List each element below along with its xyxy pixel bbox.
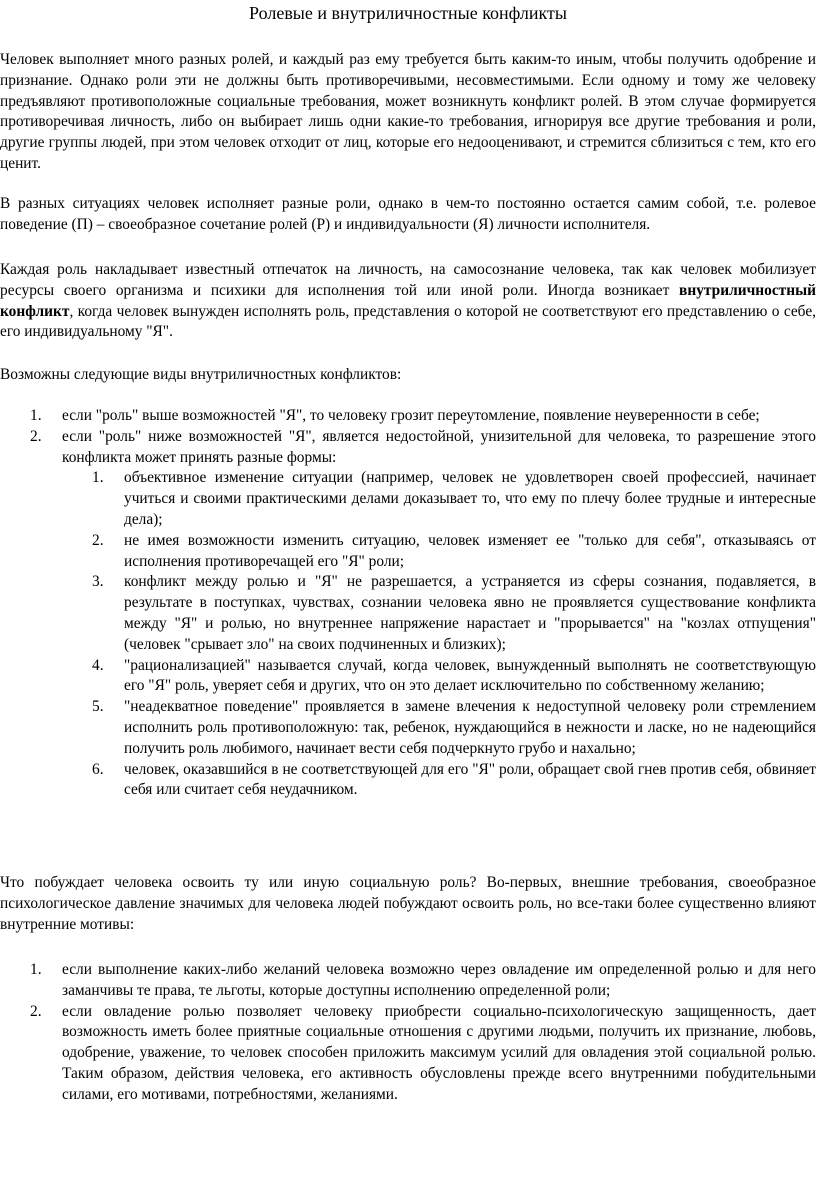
sublist-item xyxy=(0,760,816,802)
bold-term: внутриличностный конфликт xyxy=(0,281,816,320)
list-item-text: если выполнение каких-либо желаний человека возможно через овладение им определенной ролью и для него заманчивы те права, те льготы, которые доступны исполнению определенной роли; xyxy=(62,961,816,999)
paragraph-role-behavior: В разных ситуациях человек исполняет разные роли, однако в чем-то постоянно остается самим собой, т.е. ролевое поведение (П) – своеобразное сочетание ролей (Р) и индивидуальности (Я) личности исполнителя. xyxy=(0,195,816,233)
conflict-types-list xyxy=(0,406,816,801)
list-item xyxy=(0,427,816,801)
sublist-item xyxy=(0,572,816,655)
paragraph-intrapersonal-conflict xyxy=(0,260,816,343)
sublist-item-text: не имея возможности изменить ситуацию, человек изменяет ее "только для себя", отказываясь от исполнения противоречащей его "Я" роли; xyxy=(124,531,816,570)
sublist-item-number: 2. xyxy=(92,531,104,549)
motives-list xyxy=(0,960,816,1106)
list-item xyxy=(0,406,816,427)
paragraph-text-end: , когда человек вынужден исполнять роль, представления о которой не соответствуют его представлению о себе, его индивидуальному "Я". xyxy=(0,302,816,341)
sublist-item xyxy=(0,468,816,530)
sublist-item-number: 4. xyxy=(92,656,104,674)
sublist-item-text: объективное изменение ситуации (например, человек не удовлетворен своей профессией, начинает учиться и своими практическими делами доказывает то, что ему по плечу более трудные и интересные дела); xyxy=(124,469,816,528)
sublist-item xyxy=(0,697,816,759)
list-item-text: если "роль" выше возможностей "Я", то человеку грозит переутомление, появление неуверенности в себе; xyxy=(62,407,760,424)
sublist-item-text: конфликт между ролью и "Я" не разрешается, а устраняется из сферы сознания, подавляется, в результате в поступках, чувствах, сознании человека явно не проявляется существование конфликта между "Я" и ролью, но внутреннее напряжение нарастает и "прорывается" на "козлах отпущения" (человек "срывает зло" на своих подчиненных и близких); xyxy=(124,573,816,653)
sublist-item-number: 6. xyxy=(92,760,104,778)
paragraph-text-start: Каждая роль накладывает известный отпечаток на личность, на самосознание человека, так как человек мобилизует ресурсы своего организма и психики для исполнения той или иной роли. Иногда возникает xyxy=(0,261,816,299)
paragraph-motives-intro: Что побуждает человека освоить ту или иную социальную роль? Во-первых, внешние требования, своеобразное психологическое давление значимых для человека людей побуждают освоить роль, но все-таки более существенно влияют внутренние мотивы: xyxy=(0,874,816,933)
list-item-number: 1. xyxy=(30,407,42,424)
paragraph-conflict-types-intro: Возможны следующие виды внутриличностных конфликтов: xyxy=(0,366,402,383)
sublist-item xyxy=(0,656,816,698)
resolution-forms-list xyxy=(62,468,816,801)
list-item-number: 2. xyxy=(30,427,42,445)
sublist-item-text: "рационализацией" называется случай, когда человек, вынужденный выполнять не соответствующую его "Я" роль, уверяет себя и других, что он это делает исключительно по собственному желанию; xyxy=(124,656,816,695)
list-item xyxy=(0,1002,816,1106)
page-title: Ролевые и внутриличностные конфликты xyxy=(249,3,567,23)
sublist-item-text: "неадекватное поведение" проявляется в замене влечения к недоступной человеку роли стремлением исполнить роль противоположную: так, ребенок, нуждающийся в нежности и ласке, но не надеющийся получить роль любимого, начинает вести себя подчеркнуто грубо и нахально; xyxy=(124,698,816,757)
sublist-item xyxy=(0,531,816,573)
list-item-number: 1. xyxy=(30,961,42,978)
paragraph-role-conflict: Человек выполняет много разных ролей, и каждый раз ему требуется быть каким-то иным, чтобы получить одобрение и признание. Однако роли эти не должны быть противоречивыми, несовместимыми. Если одному и тому же человеку предъявляют противоположные социальные требования, может возникнуть конфликт ролей. В этом случае формируется противоречивая личность, либо он выбирает лишь одни какие-то требования, игнорируя все другие требования и роли, другие группы людей, при этом человек отходит от лиц, которые его недооценивают, и стремится сблизиться с тем, кто его ценит. xyxy=(0,51,816,172)
sublist-item-text: человек, оказавшийся в не соответствующей для его "Я" роли, обращает свой гнев против себя, обвиняет себя или считает себя неудачником. xyxy=(124,760,816,799)
list-item-number: 2. xyxy=(30,1002,42,1020)
sublist-item-number: 1. xyxy=(92,469,104,487)
list-item-text: если "роль" ниже возможностей "Я", является недостойной, унизительной для человека, то разрешение этого конфликта может принять разные формы: xyxy=(62,427,816,466)
sublist-item-number: 5. xyxy=(92,698,104,716)
list-item-text: если овладение ролью позволяет человеку приобрести социально-психологическую защищенность, дает возможность иметь более приятные социальные отношения с другими людьми, получить их признание, любовь, одобрение, уважение, то человек способен приложить максимум усилий для овладения этой социальной ролью. Таким образом, действия человека, его активность обусловлены прежде всего внутренними побудительными силами, его мотивами, потребностями, желаниями. xyxy=(62,1002,816,1103)
list-item xyxy=(0,960,816,1002)
sublist-item-number: 3. xyxy=(92,573,104,591)
